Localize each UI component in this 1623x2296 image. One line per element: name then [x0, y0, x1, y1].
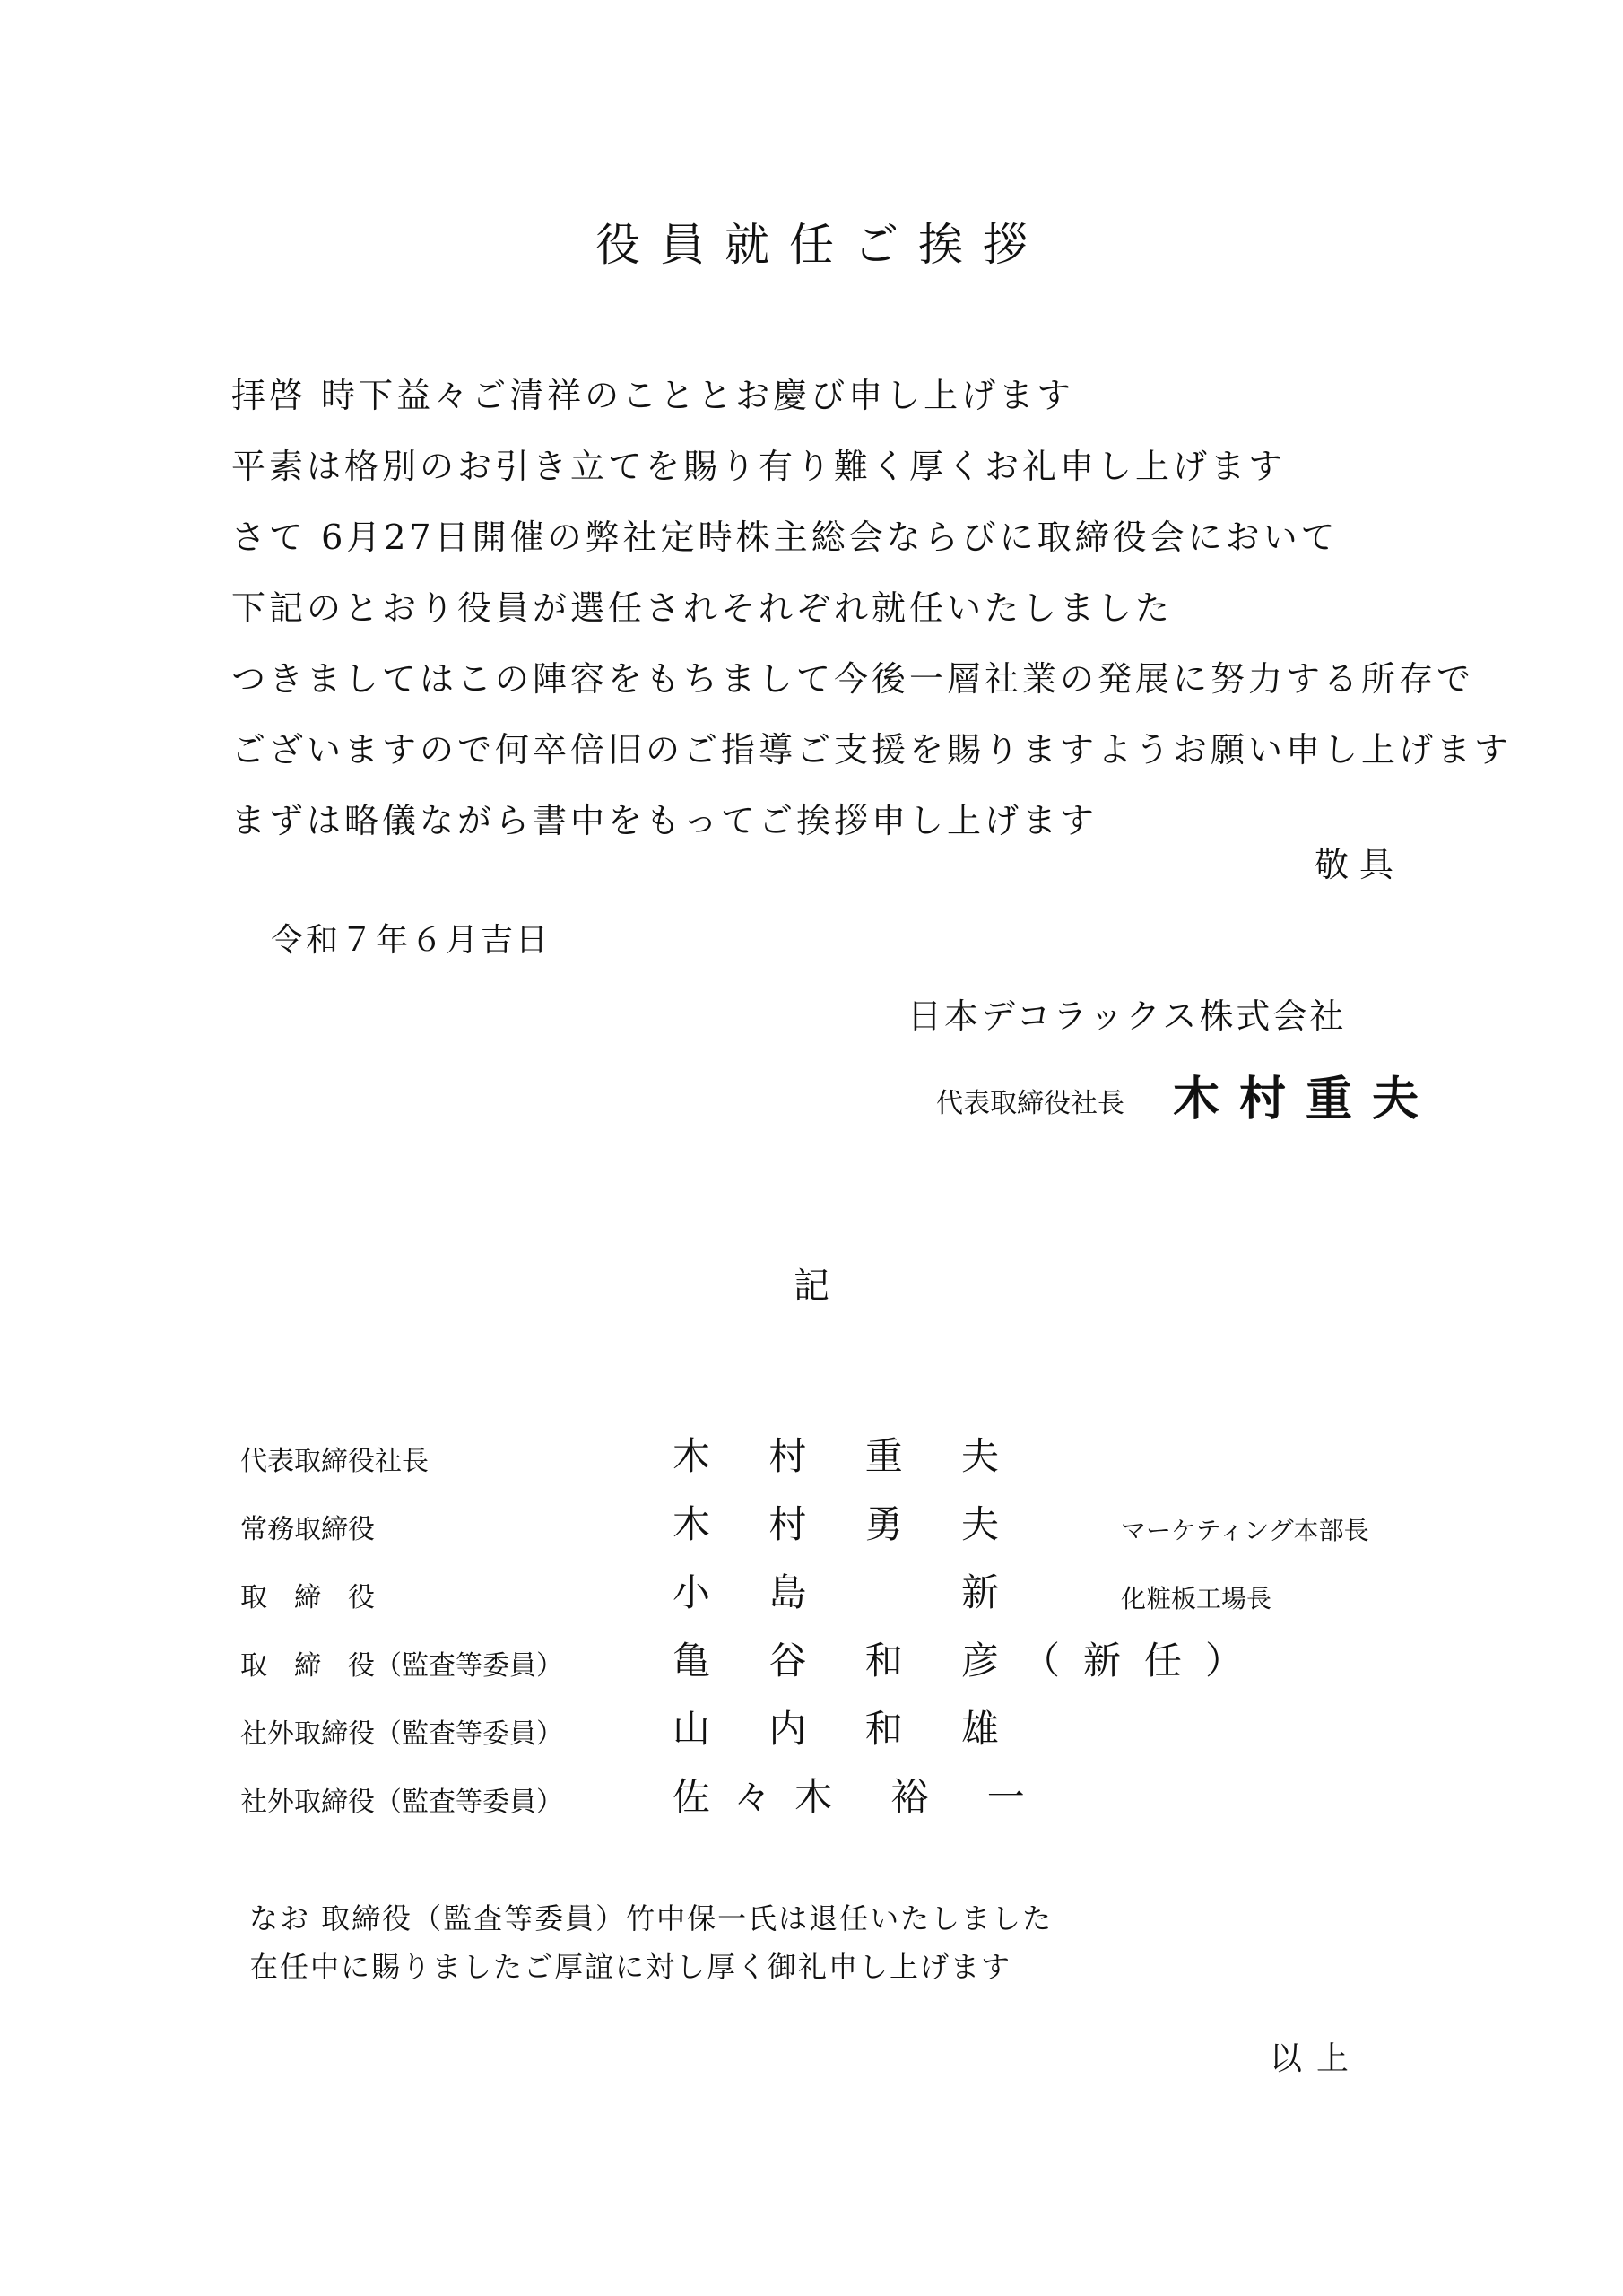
body-line: 下記のとおり役員が選任されそれぞれ就任いたしました: [231, 588, 1174, 628]
officer-name: 木 村 勇 夫: [673, 1502, 1023, 1546]
officer-row: [0, 1769, 1623, 1837]
note-line: 在任中に賜りましたご厚誼に対し厚く御礼申し上げます: [249, 1950, 1012, 1984]
body-line: ございますので何卒倍旧のご指導ご支援を賜りますようお願い申し上げます: [231, 730, 1513, 770]
officer-role: 化粧板工場長: [1121, 1584, 1272, 1613]
signatory-name: 木村重夫: [1173, 1072, 1439, 1126]
body-line: さて 6月27日開催の弊社定時株主総会ならびに取締役会において: [231, 517, 1339, 557]
officer-position: 取 締 役（監査等委員）: [240, 1650, 563, 1682]
closing-keigu: 敬具: [1314, 845, 1404, 884]
ki-heading: 記: [794, 1265, 829, 1307]
officer-position: 社外取締役（監査等委員）: [240, 1787, 563, 1818]
officer-position: 社外取締役（監査等委員）: [240, 1718, 563, 1750]
officer-role: マーケティング本部長: [1121, 1516, 1369, 1545]
officer-name: 木 村 重 夫: [673, 1434, 1023, 1478]
body-line: 平素は格別のお引き立てを賜り有り難く厚くお礼申し上げます: [231, 447, 1287, 486]
officer-row: [0, 1428, 1623, 1496]
issue-date: 令和７年６月吉日: [271, 922, 551, 959]
officer-position: 常務取締役: [240, 1514, 375, 1545]
closing-ijou: 以上: [1269, 2040, 1363, 2077]
company-name: 日本デコラックス株式会社: [907, 996, 1347, 1036]
note-line: なお 取締役（監査等委員）竹中保一氏は退任いたしました: [249, 1901, 1054, 1935]
body-line: 拝啓 時下益々ご清祥のこととお慶び申し上げます: [231, 376, 1075, 415]
officer-position: 取 締 役: [240, 1582, 375, 1613]
signatory-title: 代表取締役社長: [936, 1088, 1124, 1119]
officer-row: [0, 1564, 1623, 1632]
officer-name: 亀 谷 和 彦（新任）: [673, 1639, 1267, 1683]
officer-position: 代表取締役社長: [240, 1446, 429, 1477]
document-title: 役員就任ご挨拶: [595, 219, 1047, 271]
officer-name: 山 内 和 雄: [673, 1707, 1023, 1751]
officer-name: 佐々木 裕 一: [673, 1775, 1048, 1819]
body-line: まずは略儀ながら書中をもってご挨拶申し上げます: [231, 801, 1098, 840]
officer-name: 小 島 新: [673, 1570, 1023, 1614]
greeting-body: [231, 361, 1513, 857]
officer-row: [0, 1496, 1623, 1564]
body-line: つきましてはこの陣容をもちまして今後一層社業の発展に努力する所存で: [231, 659, 1475, 699]
officer-row: [0, 1632, 1623, 1700]
officer-row: [0, 1700, 1623, 1769]
retirement-note: [249, 1894, 1053, 1991]
